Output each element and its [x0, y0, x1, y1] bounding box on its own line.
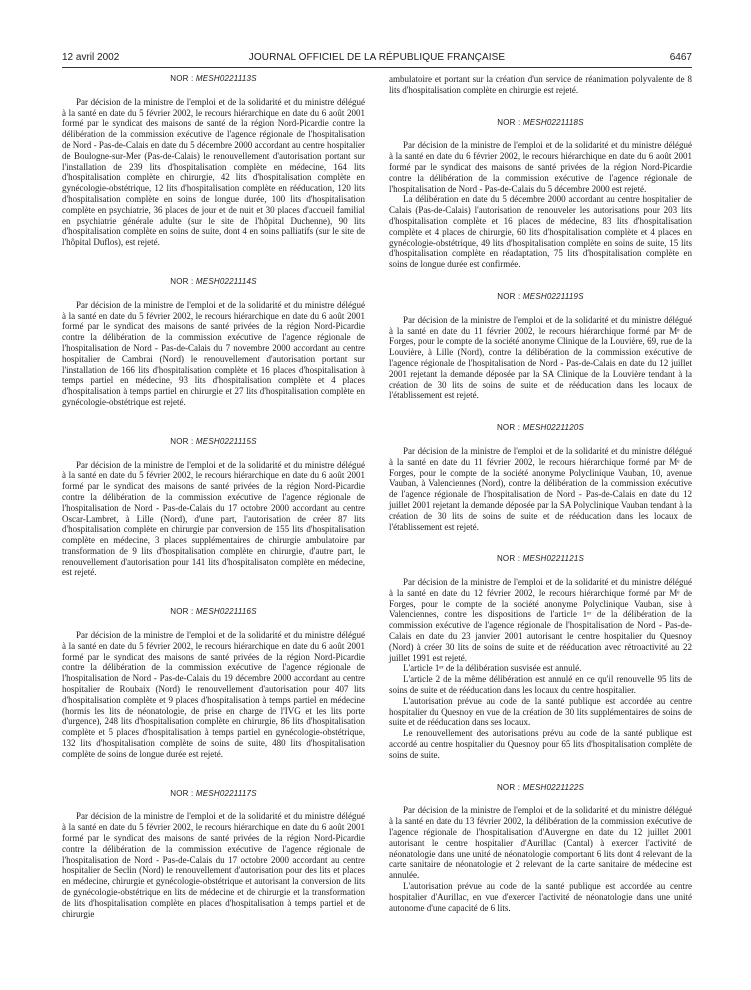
page-number: 6467 — [669, 52, 692, 63]
continued-paragraph: ambulatoire et portant sur la création d'un service de réanimation polyvalente de 8 lits d'hospitalisation complète en chirurgie est rejeté. — [389, 74, 692, 95]
page-header — [62, 52, 692, 66]
notice-paragraph: Par décision de la ministre de l'emploi et de la solidarité et du ministre délégué à la santé en date du 6 février 2002, le recours hiérarchique en date du 6 août 2001 formé par le syndicat des maisons de santé privées de la région Nord-Picardie contre la délibération de la commission exécutive de l'agence régionale de l'hospitalisation de Nord - Pas-de-Calais du 5 décembre 2000 est rejeté. — [389, 140, 692, 194]
notice-paragraph: L'article 2 de la même délibération est annulé en ce qu'il renouvelle 95 lits de soins de suite et de rééducation dans les locaux du centre hospitalier. — [389, 674, 692, 696]
journal-title: JOURNAL OFFICIEL DE LA RÉPUBLIQUE FRANÇAISE — [248, 52, 506, 63]
notice-paragraph: Par décision de la ministre de l'emploi et de la solidarité et du ministre délégué à la santé en date du 11 février 2002, le recours hiérarchique formé par Mᵉ de Forges, pour le compte de la société anonyme Clinique de la Louvière, 69, rue de la Louvière, à Lille (Nord), contre la délibération de la commission exécutive de l'agence régionale de l'hospitalisation de Nord - Pas-de-Calais en date du 12 juillet 2001 rejetant la demande déposée par la SA Clinique de la Louvière tendant à la création de 30 lits de soins de suite et de rééducation dans les locaux de l'établissement est rejeté. — [389, 314, 692, 401]
notice-paragraph: L'autorisation prévue au code de la santé publique est accordée au centre hospitalier du Quesnoy en vue de la création de 30 lits supplémentaires de soins de suite et de rééducation dans ses locaux. — [389, 695, 692, 728]
nor-reference: NOR : MESH0221118S — [497, 117, 584, 127]
issue-date: 12 avril 2002 — [62, 52, 120, 63]
nor-reference: NOR : MESH0221117S — [170, 788, 257, 798]
notice-paragraph: Le renouvellement des autorisations prévu au code de la santé publique est accordé au centre hospitalier du Quesnoy pour 65 lits d'hospitalisation complète de soins de suite. — [389, 728, 692, 760]
notice-paragraph: Par décision de la ministre de l'emploi et de la solidarité et du ministre délégué à la santé en date du 5 février 2002, le recours hiérarchique en date du 6 août 2001 formé par le syndicat des maisons de santé privées de la région Nord-Picardie contre la délibération de la commission exécutive de l'agence régionale de l'hospitalisation de Nord - Pas-de-Calais du 17 octobre 2000 accordant au centre hospitalier de Seclin (Nord) le renouvellement d'autorisation pour des lits et places en médecine, chirurgie et gynécologie-obstétrique et autorisant la conversion de lits de gynécologie-obstétrique en lits de médecine et de chirurgie et la transformation de lits d'hospitalisation complète en places d'hospitalisation à temps partiel et de chirurgie — [62, 811, 365, 919]
nor-reference: NOR : MESH0221122S — [496, 782, 585, 792]
nor-reference: NOR : MESH0221113S — [170, 74, 257, 83]
notice-mesh0221115s — [62, 437, 365, 579]
notice-mesh0221116s — [62, 607, 365, 759]
notice-paragraph: La délibération en date du 5 décembre 2000 accordant au centre hospitalier de Calais (Pas-de-Calais) l'autorisation de renouveler les autorisations pour 203 lits d'hospitalisation complète et 16 places de médecine, 83 lits d'hospitalisation complète et 4 places de chirurgie, 60 lits d'hospitalisation complète et 4 places en gynécologie-obstétrique, 49 lits d'hospitalisation complète en soins de suite, 15 lits d'hospitalisation complète en réadaptation, 75 lits d'hospitalisation complète en soins de longue durée est confirmée. — [389, 194, 692, 270]
notice-mesh0221114s — [62, 277, 365, 408]
nor-reference: NOR : MESH0221120S — [496, 423, 585, 433]
header-rule — [62, 67, 692, 68]
notice-paragraph: Par décision de la ministre de l'emploi et de la solidarité et du ministre délégué à la santé en date du 12 février 2002, le recours hiérarchique formé par Mᵉ de Forges, pour le compte de la société anonyme Polyclinique Vauban, sise à Valenciennes, contre les dispositions de l'article 1ᵉʳ de la délibération de la commission exécutive de l'agence régionale de l'hospitalisation de Nord - Pas-de-Calais en date du 23 janvier 2001 autorisant le centre hospitalier du Quesnoy (Nord) à créer 30 lits de soins de suite et de rééducation avec rétroactivité au 22 juillet 1991 est rejeté. — [389, 577, 692, 663]
notice-paragraph: Par décision de la ministre de l'emploi et de la solidarité et du ministre délégué à la santé en date du 5 février 2002, le recours hiérarchique en date du 6 août 2001 formé par le syndicat des maisons de santé de la région Nord-Picardie contre la délibération de la commission exécutive de l'agence régionale de l'hospitalisation de Nord - Pas-de-Calais en date du 5 décembre 2000 accordant au centre hospitalier de Boulogne-sur-Mer (Pas-de-Calais) le renouvellement d'autorisation portant sur l'installation de 239 lits d'hospitalisation complète en médecine, 164 lits d'hospitalisation complète en chirurgie, 42 lits d'hospitalisation complète en gynécologie-obstétrique, 12 lits d'hospitalisation complète en rééducation, 120 lits d'hospitalisation complète en soins de longue durée, 100 lits d'hospitalisation complète en psychiatrie, 36 places de jour et de nuit et 30 places d'accueil familial en psychiatrie générale adulte (sur le site de l'hôpital Duchenne), 90 lits d'hospitalisation complète en soins de suite, dont 4 en soins palliatifs (sur le site de l'hôpital Duflos), est rejeté. — [62, 96, 365, 248]
notice-mesh0221119s — [389, 292, 692, 401]
notice-mesh0221121s — [389, 554, 692, 760]
nor-reference: NOR : MESH0221116S — [170, 607, 257, 617]
notice-paragraph: L'article 1ᵉʳ de la délibération susvisée est annulé. — [403, 663, 582, 674]
right-column — [389, 74, 692, 974]
left-column — [62, 74, 365, 974]
nor-reference: NOR : MESH0221119S — [497, 291, 584, 301]
notice-paragraph: Par décision de la ministre de l'emploi et de la solidarité et du ministre délégué à la santé en date du 5 février 2002, le recours hiérarchique en date du 6 août 2001 formé par le syndicat des maisons de santé privées de la région Nord-Picardie contre la délibération de la commission exécutive de l'agence régionale de l'hospitalisation de Nord - Pas-de-Calais du 19 décembre 2000 accordant au centre hospitalier de Roubaix (Nord) le renouvellement d'autorisation pour 407 lits d'hospitalisation complète et 9 places d'hospitalisation à temps partiel en médecine (hormis les lits de néonatologie, de prise en charge de l'IVG et les lits porte d'urgence), 248 lits d'hospitalisation complète en chirurgie, 86 lits d'hospitalisation complète et 5 places d'hospitalisation à temps partiel en gynécologie-obstétrique, 132 lits d'hospitalisation complète de soins de suite, 480 lits d'hospitalisation complète de soins de longue durée est rejeté. — [62, 630, 365, 759]
notice-paragraph: L'autorisation prévue au code de la santé publique est accordée au centre hospitalier d'Aurillac, en vue d'exercer l'activité de néonatologie dans une unité autonome d'une capacité de 6 lits. — [389, 881, 692, 913]
notice-mesh0221113s — [62, 74, 365, 248]
notice-paragraph: Par décision de la ministre de l'emploi et de la solidarité et du ministre délégué à la santé en date du 11 février 2002, le recours hiérarchique formé par Mᵉ de Forges, pour le compte de la société anonyme Polyclinique Vauban, 10, avenue Vauban, à Valenciennes (Nord), contre la délibération de la commission exécutive de l'agence régionale de l'hospitalisation de Nord - Pas-de-Calais en date du 12 juillet 2001 rejetant la demande déposée par la SA Polyclinique Vauban tendant à la création de 30 lits de soins de suite et de rééducation dans les locaux de l'établissement est rejeté. — [389, 445, 692, 532]
notice-mesh0221118s — [389, 118, 692, 270]
notice-paragraph: Par décision de la ministre de l'emploi et de la solidarité et du ministre délégué à la santé en date du 5 février 2002, le recours hiérarchique en date du 6 août 2001 formé par le syndicat des maisons de santé privées de la région Nord-Picardie contre la délibération de la commission exécutive de l'agence régionale de l'hospitalisation de Nord - Pas-de-Calais du 7 novembre 2000 accordant au centre hospitalier de Cambrai (Nord) le renouvellement d'autorisation portant sur l'installation de 166 lits d'hospitalisation complète et 16 places d'hospitalisation à temps partiel en médecine, 93 lits d'hospitalisation complète et 4 places d'hospitalisation à temps partiel en chirurgie et 27 lits d'hospitalisation complète en gynécologie-obstétrique est rejeté. — [62, 299, 365, 407]
nor-reference: NOR : MESH0221121S — [496, 554, 585, 564]
nor-reference: NOR : MESH0221115S — [170, 436, 257, 446]
notice-mesh0221120s — [389, 423, 692, 532]
notice-paragraph: Par décision de la ministre de l'emploi et de la solidarité et du ministre délégué à la santé en date du 13 février 2002, la délibération de la commission exécutive de l'agence régionale de l'hospitalisation d'Auvergne en date du 12 juillet 2001 autorisant le centre hospitalier d'Aurillac (Cantal) à exercer l'activité de néonatologie dans une unité de néonatologie comportant 6 lits dont 4 relevant de la carte sanitaire de néonatologie et 2 relevant de la carte sanitaire de médecine est annulée. — [389, 805, 692, 881]
notice-paragraph: Par décision de la ministre de l'emploi et de la solidarité et du ministre délégué à la santé en date du 5 février 2002, le recours hiérarchique en date du 6 août 2001 formé par le syndicat des maisons de santé privées de la région Nord-Picardie contre la délibération de la commission exécutive de l'agence régionale de l'hospitalisation de Nord - Pas-de-Calais du 17 octobre 2000 accordant au centre Oscar-Lambret, à Lille (Nord), d'une part, l'autorisation de créer 87 lits d'hospitalisation complète en chirurgie par conversion de 155 lits d'hospitalisation complète en médecine, 3 places supplémentaires de chirurgie ambulatoire par transformation de 9 lits d'hospitalisation complète en chirurgie, d'autre part, le renouvellement d'autorisation pour 141 lits d'hospitalisaton complète en médecine, est rejeté. — [62, 459, 365, 578]
notice-mesh0221122s — [389, 783, 692, 914]
page-body — [62, 74, 692, 974]
nor-reference: NOR : MESH0221114S — [170, 276, 257, 286]
notice-mesh0221117s — [62, 789, 365, 920]
